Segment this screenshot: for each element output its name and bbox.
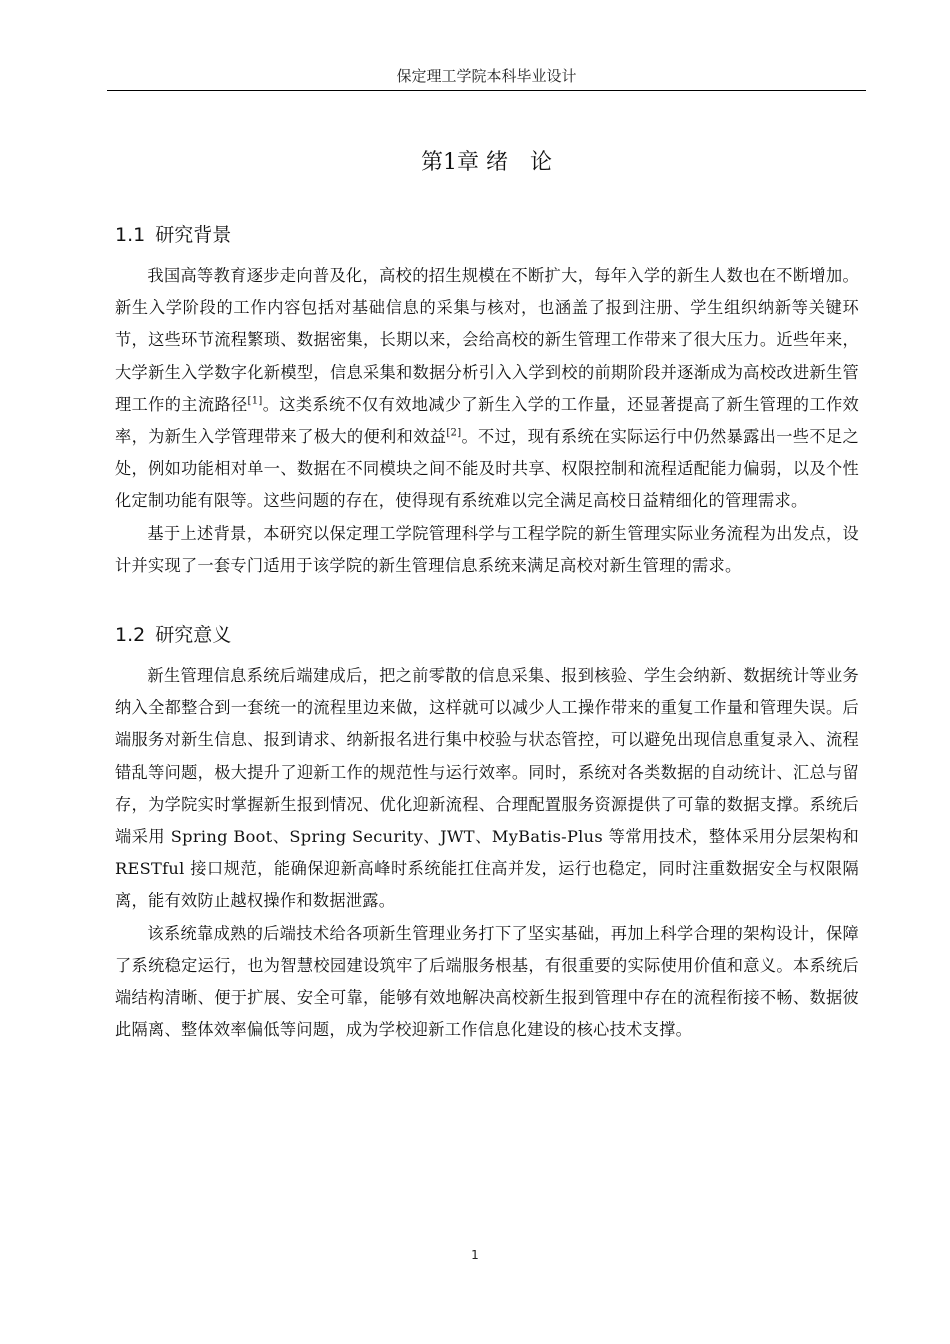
paragraph xyxy=(115,660,859,918)
section-title: 研究意义 xyxy=(155,624,232,647)
paragraph-text: 。这类系统不仅有效地减少了新生入学的工作量，还显著提高了新生管理的工作效率，为新生入学管理带来了极大的便利和效益 xyxy=(115,394,859,447)
paragraph-text: 基于上述背景，本研究以保定理工学院管理科学与工程学院的新生管理实际业务流程为出发点，设计并实现了一套专门适用于该学院的新生管理信息系统来满足高校对新生管理的需求。 xyxy=(115,523,859,575)
citation-ref[interactable]: [1] xyxy=(247,395,263,407)
citation-ref[interactable]: [2] xyxy=(446,427,462,439)
paragraph xyxy=(115,518,859,582)
paragraph-text: 新生管理信息系统后端建成后，把之前零散的信息采集、报到核验、学生会纳新、数据统计等业务纳入全都整合到一套统一的流程里边来做，这样就可以减少人工操作带来的重复工作量和管理失误。后端服务对新生信息、报到请求、纳新报名进行集中校验与状态管控，可以避免出现信息重复录入、流程错乱等问题，极大提升了迎新工作的规范性与运行效率。同时，系统对各类数据的自动统计、汇总与留存，为学院实时掌握新生报到情况、优化迎新流程、合理配置服务资源提供了可靠的数据支撑。系统后端采用 Spring Boot、Spring Security、JWT、MyBatis-Plus 等常用技术，整体采用分层架构和 RESTful 接口规范，能确保迎新高峰时系统能扛住高并发，运行也稳定，同时注重数据安全与权限隔离，能有效防止越权操作和数据泄露。 xyxy=(115,666,859,911)
section-body-research-significance xyxy=(115,660,859,1046)
section-number: 1.2 xyxy=(115,624,146,647)
header-rule xyxy=(107,90,866,91)
section-body-research-background xyxy=(115,260,859,582)
page-number: 1 xyxy=(471,1248,479,1262)
paragraph-text: 我国高等教育逐步走向普及化，高校的招生规模在不断扩大，每年入学的新生人数也在不断增加。新生入学阶段的工作内容包括对基础信息的采集与核对，也涵盖了报到注册、学生组织纳新等关键环节，这些环节流程繁琐、数据密集，长期以来，会给高校的新生管理工作带来了很大压力。近些年来，大学新生入学数字化新模型，信息采集和数据分析引入入学到校的前期阶段并逐渐成为高校改进新生管理工作的主流路径 xyxy=(115,266,859,414)
running-header: 保定理工学院本科毕业设计 xyxy=(396,67,577,85)
section-number: 1.1 xyxy=(115,224,146,246)
paragraph xyxy=(115,260,859,518)
paragraph xyxy=(115,918,859,1047)
chapter-title: 第1章 绪 论 xyxy=(421,150,552,175)
section-heading-research-background xyxy=(115,218,859,252)
paragraph-text: 该系统靠成熟的后端技术给各项新生管理业务打下了坚实基础，再加上科学合理的架构设计，保障了系统稳定运行，也为智慧校园建设筑牢了后端服务根基，有很重要的实际使用价值和意义。本系统后端结构清晰、便于扩展、安全可靠，能够有效地解决高校新生报到管理中存在的流程衔接不畅、数据彼此隔离、整体效率偏低等问题，成为学校迎新工作信息化建设的核心技术支撑。 xyxy=(115,923,859,1040)
section-heading-research-significance xyxy=(115,618,859,652)
paragraph-text: 。不过，现有系统在实际运行中仍然暴露出一些不足之处，例如功能相对单一、数据在不同模块之间不能及时共享、权限控制和流程适配能力偏弱，以及个性化定制功能有限等。这些问题的存在，使得现有系统难以完全满足高校日益精细化的管理需求。 xyxy=(115,427,859,511)
section-title: 研究背景 xyxy=(155,224,232,246)
body-content xyxy=(115,218,859,1046)
